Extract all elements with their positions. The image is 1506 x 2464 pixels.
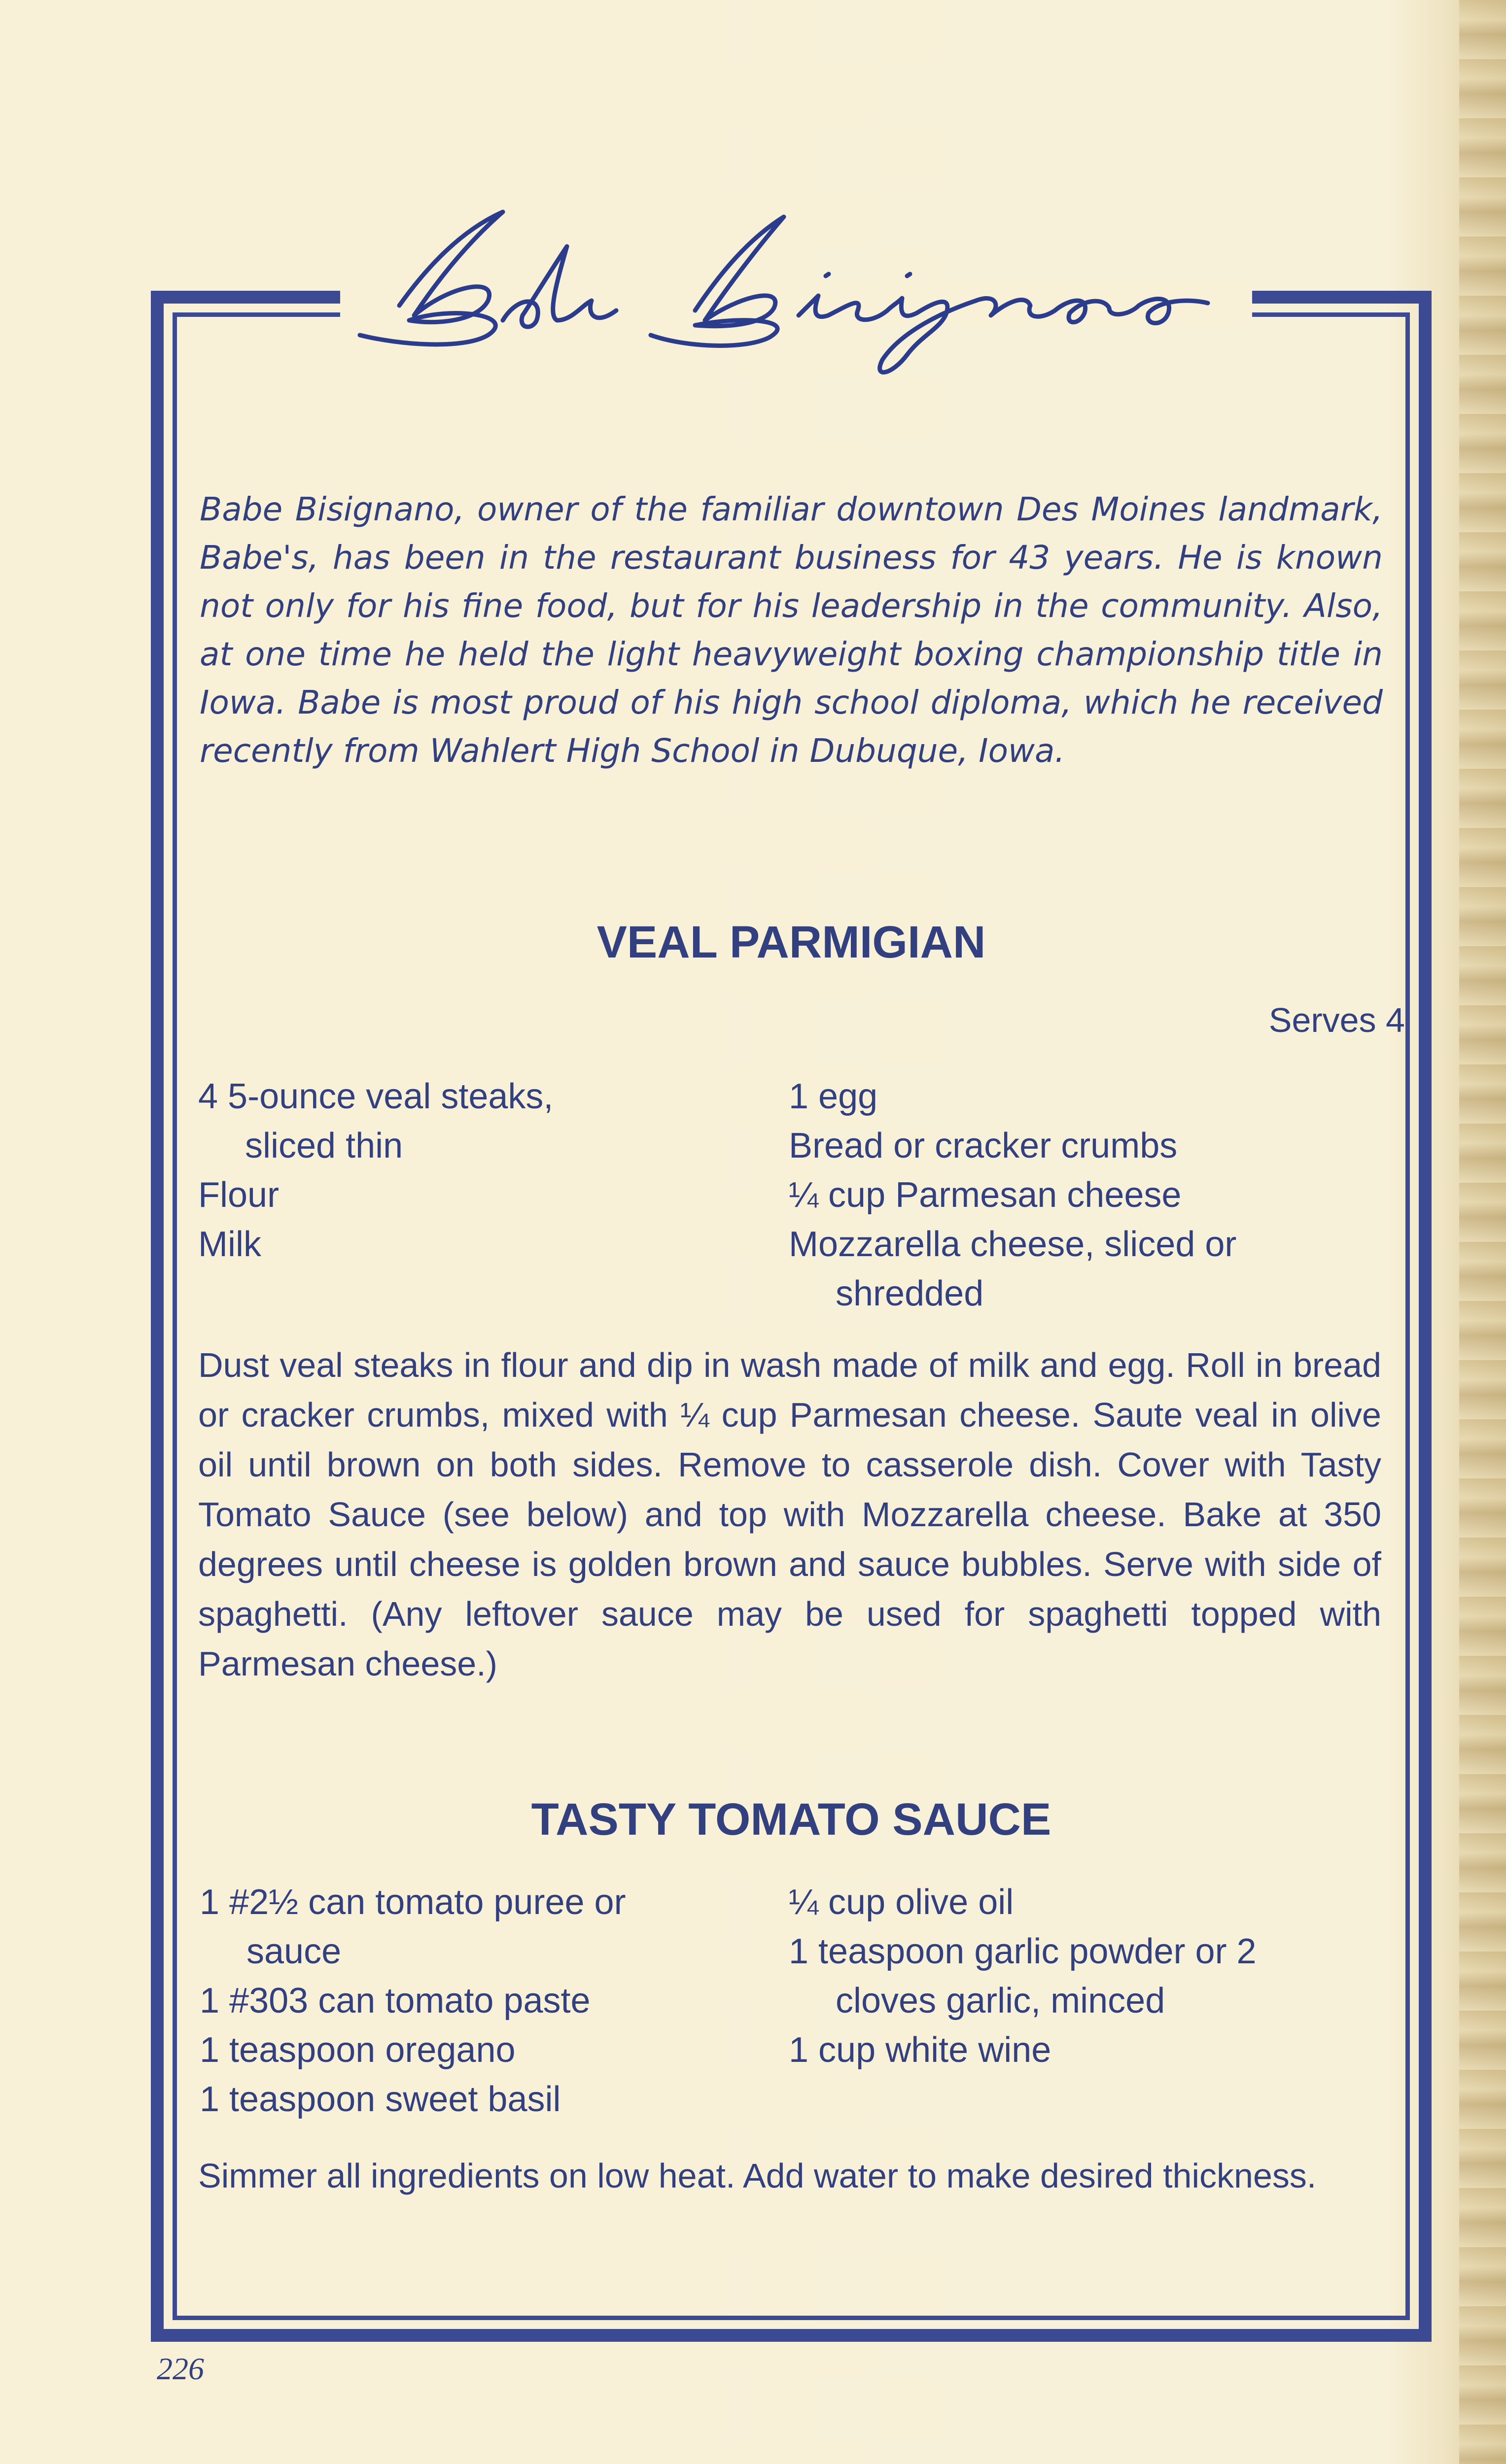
veal-ingredients-right [789,1072,1405,1318]
sauce-directions: Simmer all ingredients on low heat. Add water to make desired thickness. [198,2156,1317,2195]
ingredient-line: Bread or cracker crumbs [789,1126,1178,1165]
serves-count: Serves 4 [1268,1001,1405,1039]
ingredient-line: ¼ cup Parmesan cheese [789,1175,1182,1215]
ingredient-line: shredded [836,1274,984,1313]
signature [340,187,1252,384]
sauce-ingredients-right [789,1878,1405,2075]
ingredient-line: 1 #303 can tomato paste [200,1981,591,2020]
recipe-title-tasty-tomato-sauce: TASTY TOMATO SAUCE [531,1794,1051,1845]
page-edge [1459,0,1506,2464]
ingredient-line: 1 teaspoon oregano [200,2030,516,2070]
ingredient-line: Mozzarella cheese, sliced or [789,1225,1237,1264]
ingredient-line: sauce [246,1932,342,1971]
ingredient-line: 1 teaspoon garlic powder or 2 [789,1932,1257,1971]
sauce-ingredients-left [200,1878,767,2124]
ingredient-line: 1 egg [789,1077,878,1116]
page-number: 226 [157,2351,204,2386]
ingredient-line: 4 5-ounce veal steaks, [198,1077,554,1116]
veal-directions: Dust veal steaks in flour and dip in wash made of milk and egg. Roll in bread or cracker crumbs, mixed with ¼ cup Parmesan cheese. Saute veal in olive oil until brown on both sides. Remove to casserole dish. Cover with Tasty Tomato Sauce (see below) and top with Mozzarella cheese. Bake at 350 degrees until cheese is golden brown and sauce bubbles. Serve with side of spaghetti. (Any leftover sauce may be used for spaghetti topped with Parmesan cheese.) [198,1346,1381,1683]
ingredient-line: Flour [198,1175,280,1215]
ingredient-line: Milk [198,1225,261,1264]
recipe-title-veal-parmigian: VEAL PARMIGIAN [596,917,986,967]
ingredient-line: 1 #2½ can tomato puree or [200,1882,626,1922]
ingredient-line: cloves garlic, minced [836,1981,1165,2020]
ingredient-line: ¼ cup olive oil [789,1882,1014,1922]
ingredient-line: 1 teaspoon sweet basil [200,2080,561,2119]
ingredient-line: 1 cup white wine [789,2030,1051,2070]
veal-ingredients-left [198,1072,765,1269]
ingredient-line: sliced thin [245,1126,403,1165]
bio-paragraph: Babe Bisignano, owner of the familiar downtown Des Moines landmark, Babe's, has been in the restaurant business for 43 years. He is known not only for his fine food, but for his leadership in the community. Also, at one time he held the light heavyweight boxing championship title in Iowa. Babe is most proud of his high school diploma, which he received recently from Wahlert High School in Dubuque, Iowa. [200,490,1383,770]
